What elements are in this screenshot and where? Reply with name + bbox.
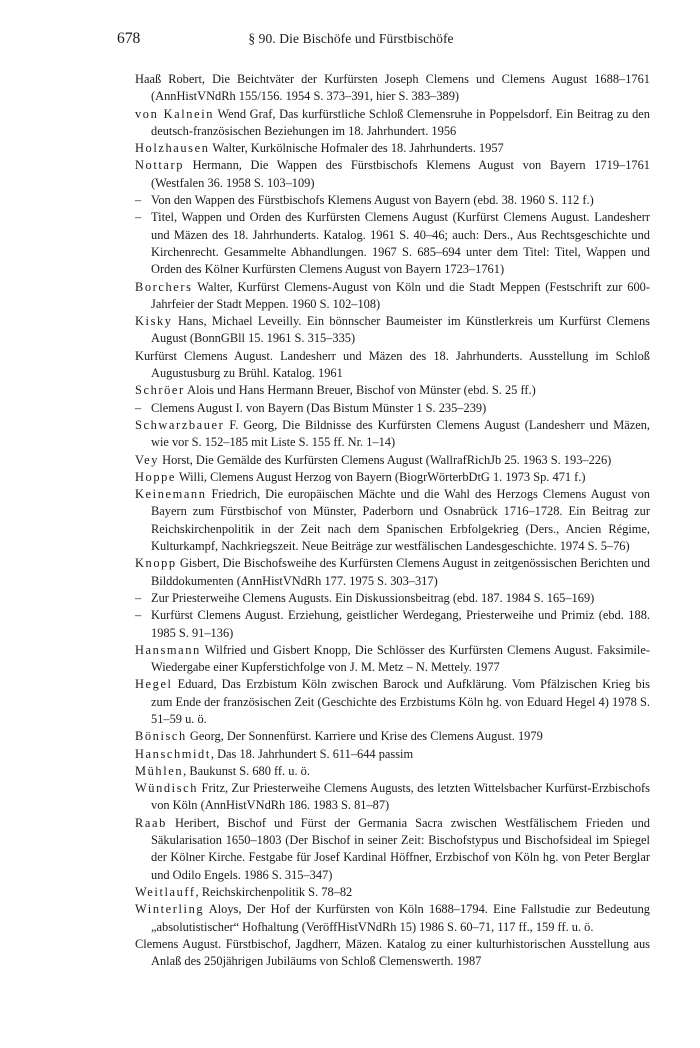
entry-author: Hansmann xyxy=(135,642,201,657)
entry-author: von Kalnein xyxy=(135,106,215,121)
entry-text: Hermann, Die Wappen des Fürstbischofs Klemens August von Bayern 1719–1761 (Westfalen 36. 1958 S. 103–109) xyxy=(151,158,650,190)
entry-author: Borchers xyxy=(135,279,193,294)
running-title: § 90. Die Bischöfe und Fürstbischöfe xyxy=(248,31,454,46)
bibliography-entry xyxy=(135,746,650,763)
entry-text: Walter, Kurkölnische Hofmaler des 18. Jahrhunderts. 1957 xyxy=(209,141,504,156)
bibliography-entry xyxy=(135,209,650,278)
entry-text: Fritz, Zur Priesterweihe Clemens Augusts, des letzten Wittelsbacher Kurfürst-Erzbischofs von Köln (AnnHistVNdRh 186. 1983 S. 81–87) xyxy=(151,781,650,813)
bibliography-entry xyxy=(135,555,650,590)
bibliography-entry xyxy=(135,417,650,452)
entry-text: Georg, Der Sonnenfürst. Karriere und Krise des Clemens August. 1979 xyxy=(186,729,543,744)
bibliography-entry xyxy=(135,71,650,106)
entry-text: Gisbert, Die Bischofsweihe des Kurfürsten Clemens August in zeitgenössischen Berichten und Bilddokumenten (AnnHistVNdRh 177. 1975 S. 303–317) xyxy=(151,556,650,588)
ditto-dash: – xyxy=(135,193,142,208)
entry-author: Mühlen xyxy=(135,763,184,778)
bibliography-entry xyxy=(135,382,650,399)
entry-author: Kisky xyxy=(135,314,173,329)
bibliography-entry xyxy=(135,279,650,314)
ditto-dash: – xyxy=(135,590,142,605)
entry-text: Walter, Kurfürst Clemens-August von Köln und die Stadt Meppen (Festschrift zur 600-Jahrfeier der Stadt Meppen. 1960 S. 102–108) xyxy=(151,279,650,311)
entry-author: Nottarp xyxy=(135,158,185,173)
bibliography-list xyxy=(135,71,650,970)
entry-text: Wilfried und Gisbert Knopp, Die Schlösser des Kurfürsten Clemens August. Faksimile-Wiedergabe einer Kupferstichfolge von J. M. Metz – N. Mettely. 1977 xyxy=(151,642,650,675)
entry-text: Kurfürst Clemens August. Erziehung, geistlicher Werdegang, Priesterweihe und Primiz (ebd. 188. 1985 S. 91–136) xyxy=(151,608,650,640)
entry-text: Kurfürst Clemens August. Landesherr und Mäzen des 18. Jahrhunderts. Ausstellung im Schloß Augustusburg zu Brühl. Katalog. 1961 xyxy=(135,348,650,381)
entry-author: Hanschmidt xyxy=(135,746,211,761)
entry-text: Von den Wappen des Fürstbischofs Klemens August von Bayern (ebd. 38. 1960 S. 112 f.) xyxy=(151,193,594,208)
entry-text: Clemens August I. von Bayern (Das Bistum Münster 1 S. 235–239) xyxy=(151,400,487,415)
bibliography-entry xyxy=(135,140,650,157)
bibliography-entry xyxy=(135,884,650,901)
page-header xyxy=(117,30,585,52)
bibliography-entry xyxy=(135,676,650,728)
entry-text: Alois und Hans Hermann Breuer, Bischof von Münster (ebd. S. 25 ff.) xyxy=(184,383,536,398)
entry-author: Hegel xyxy=(135,677,173,692)
entry-text: Friedrich, Die europäischen Mächte und die Wahl des Herzogs Clemens August von Bayern zum Fürstbischof von Münster, Paderborn und Osnabrück 1716–1728. Ein Beitrag zur Reichskirchenpolitik in der Zeit nach dem Spanischen Erbfolgekrieg (Ders., Ancien Régime, Kulturkampf, Nachkriegszeit. Neue Beiträge zur westfälischen Landesgeschichte. 1974 S. 5–76) xyxy=(151,487,650,554)
bibliography-entry xyxy=(135,590,650,607)
bibliography-entry xyxy=(135,815,650,884)
entry-text: Willi, Clemens August Herzog von Bayern (BiogrWörterbDtG 1. 1973 Sp. 471 f.) xyxy=(176,469,586,484)
entry-text: , Das 18. Jahrhundert S. 611–644 passim xyxy=(210,746,414,761)
ditto-dash: – xyxy=(135,400,142,415)
entry-author: Winterling xyxy=(135,902,205,917)
entry-author: Weitlauff xyxy=(135,884,196,899)
entry-text: Titel, Wappen und Orden des Kurfürsten Clemens August (Kurfürst Clemens August. Landesherr und Mäzen des 18. Jahrhunderts. Katalog. 1961 S. 40–46; auch: Ders., Aus Rechtsgeschichte und Kirchenrecht. Gesammelte Abhandlungen. 1967 S. 685–694 unter dem Titel: Titel, Wappen und Orden des Kölner Kurfürsten Clemens August von Bayern 1723–1761) xyxy=(151,210,650,277)
entry-text: Heribert, Bischof und Fürst der Germania Sacra zwischen Westfälischem Frieden und Säkularisation 1650–1803 (Der Bischof in seiner Zeit: Bischofstypus und Bischofsideal im Spiegel der Kölner Kirche. Festgabe für Josef Kardinal Höffner, Erzbischof von Köln hg. von Peter Berglar und Odilo Engels. 1986 S. 315–347) xyxy=(151,815,650,882)
ditto-dash: – xyxy=(135,210,142,225)
entry-author: Keinemann xyxy=(135,487,207,502)
bibliography-entry xyxy=(135,486,650,555)
entry-author: Knopp xyxy=(135,556,177,571)
bibliography-entry xyxy=(135,728,650,745)
bibliography-entry xyxy=(135,313,650,348)
entry-text: Hans, Michael Leveilly. Ein bönnscher Baumeister im Künstlerkreis um Kurfürst Clemens August (BonnGBll 15. 1961 S. 315–335) xyxy=(151,314,650,346)
bibliography-entry xyxy=(135,452,650,469)
entry-author: Bönisch xyxy=(135,729,187,744)
entry-text: Aloys, Der Hof der Kurfürsten von Köln 1688–1794. Eine Fallstudie zur Bedeutung „absolutistischer“ Hofhaltung (VeröffHistVNdRh 15) 1986 S. 60–71, 117 ff., 159 ff. u. ö. xyxy=(151,902,650,934)
bibliography-entry xyxy=(135,642,650,677)
entry-text: Eduard, Das Erzbistum Köln zwischen Barock und Aufklärung. Vom Pfälzischen Krieg bis zum Ende der französischen Zeit (Geschichte des Erzbistums Köln hg. von Eduard Hegel 4) 1978 S. 51–59 u. ö. xyxy=(151,677,650,726)
entry-author: Wündisch xyxy=(135,781,199,796)
entry-text: Wend Graf, Das kurfürstliche Schloß Clemensruhe in Poppelsdorf. Ein Beitrag zu den deutsch-französischen Beziehungen im 18. Jahrhundert. 1956 xyxy=(151,106,651,138)
entry-author: Schwarzbauer xyxy=(135,417,225,432)
entry-author: Vey xyxy=(135,452,160,467)
ditto-dash: – xyxy=(135,608,142,623)
entry-text: , Reichskirchenpolitik S. 78–82 xyxy=(195,884,353,899)
entry-text: Clemens August. Fürstbischof, Jagdherr, Mäzen. Katalog zu einer kulturhistorischen Ausstellung aus Anlaß des 250jährigen Jubiläums von Schloß Clemenswerth. 1987 xyxy=(135,936,650,969)
entry-author: Schröer xyxy=(135,383,185,398)
bibliography-entry xyxy=(135,192,650,209)
bibliography-entry xyxy=(135,936,650,971)
bibliography-entry xyxy=(135,469,650,486)
entry-text: Horst, Die Gemälde des Kurfürsten Clemens August (WallrafRichJb 25. 1963 S. 193–226) xyxy=(159,452,612,467)
bibliography-entry xyxy=(135,106,650,141)
entry-text: F. Georg, Die Bildnisse des Kurfürsten Clemens August (Landesherr und Mäzen, wie vor S. 152–185 mit Liste S. 155 ff. Nr. 1–14) xyxy=(151,417,650,450)
bibliography-entry xyxy=(135,780,650,815)
bibliography-entry xyxy=(135,901,650,936)
entry-text: , Baukunst S. 680 ff. u. ö. xyxy=(183,763,310,778)
bibliography-entry xyxy=(135,348,650,383)
bibliography-entry xyxy=(135,157,650,192)
page-number: 678 xyxy=(117,30,141,47)
entry-author: Hoppe xyxy=(135,469,177,484)
bibliography-entry xyxy=(135,607,650,642)
entry-text: Zur Priesterweihe Clemens Augusts. Ein Diskussionsbeitrag (ebd. 187. 1984 S. 165–169) xyxy=(151,590,595,605)
entry-author: Raab xyxy=(135,815,167,830)
entry-text: Haaß Robert, Die Beichtväter der Kurfürsten Joseph Clemens und Clemens August 1688–1761 (AnnHistVNdRh 155/156. 1954 S. 373–391, hier S. 383–389) xyxy=(135,72,650,104)
entry-author: Holzhausen xyxy=(135,141,210,156)
bibliography-entry xyxy=(135,763,650,780)
bibliography-entry xyxy=(135,400,650,417)
